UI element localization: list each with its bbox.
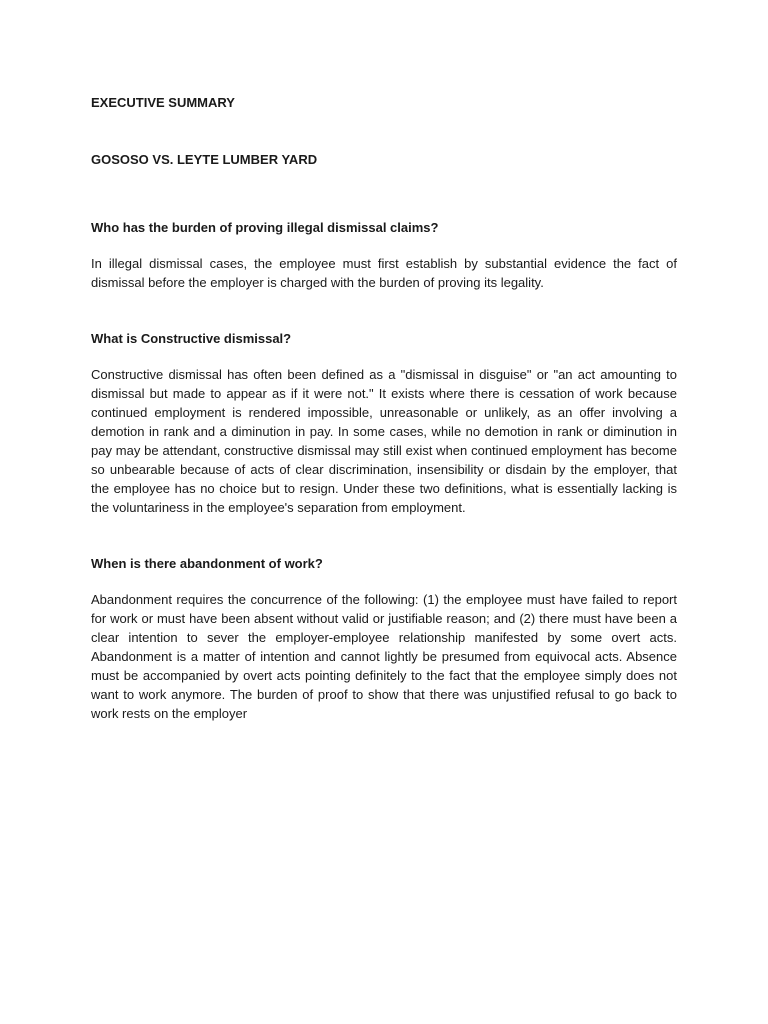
- section-constructive-dismissal: [91, 329, 677, 517]
- section-question: What is Constructive dismissal?: [91, 331, 292, 346]
- case-title: GOSOSO VS. LEYTE LUMBER YARD: [91, 152, 318, 167]
- section-question: When is there abandonment of work?: [91, 556, 323, 571]
- section-question: Who has the burden of proving illegal dismissal claims?: [91, 220, 439, 235]
- section-answer: Constructive dismissal has often been defined as a "dismissal in disguise" or "an act amounting to dismissal but made to appear as if it were not." It exists where there is cessation of work because continued employment is rendered impossible, unreasonable or unlikely, as an offer involving a demotion in rank and a diminution in pay. In some cases, while no demotion in rank or diminution in pay may be attendant, constructive dismissal may still exist when continued employment has become so unbearable because of acts of clear discrimination, insensibility or disdain by the employer, that the employee has no choice but to resign. Under these two definitions, what is essentially lacking is the voluntariness in the employee's separation from employment.: [91, 367, 677, 515]
- document-body: [91, 93, 677, 723]
- section-burden-of-proof: [91, 218, 677, 292]
- section-abandonment-of-work: [91, 554, 677, 723]
- section-answer: In illegal dismissal cases, the employee must first establish by substantial evidence the fact of dismissal before the employer is charged with the burden of proving its legality.: [91, 256, 677, 290]
- document-title: EXECUTIVE SUMMARY: [91, 95, 235, 110]
- section-answer: Abandonment requires the concurrence of the following: (1) the employee must have failed to report for work or must have been absent without valid or justifiable reason; and (2) there must have been a clear intention to sever the employer-employee relationship manifested by some overt acts. Abandonment is a matter of intention and cannot lightly be presumed from equivocal acts. Absence must be accompanied by overt acts pointing definitely to the fact that the employee simply does not want to work anymore. The burden of proof to show that there was unjustified refusal to go back to work rests on the employer: [91, 592, 677, 721]
